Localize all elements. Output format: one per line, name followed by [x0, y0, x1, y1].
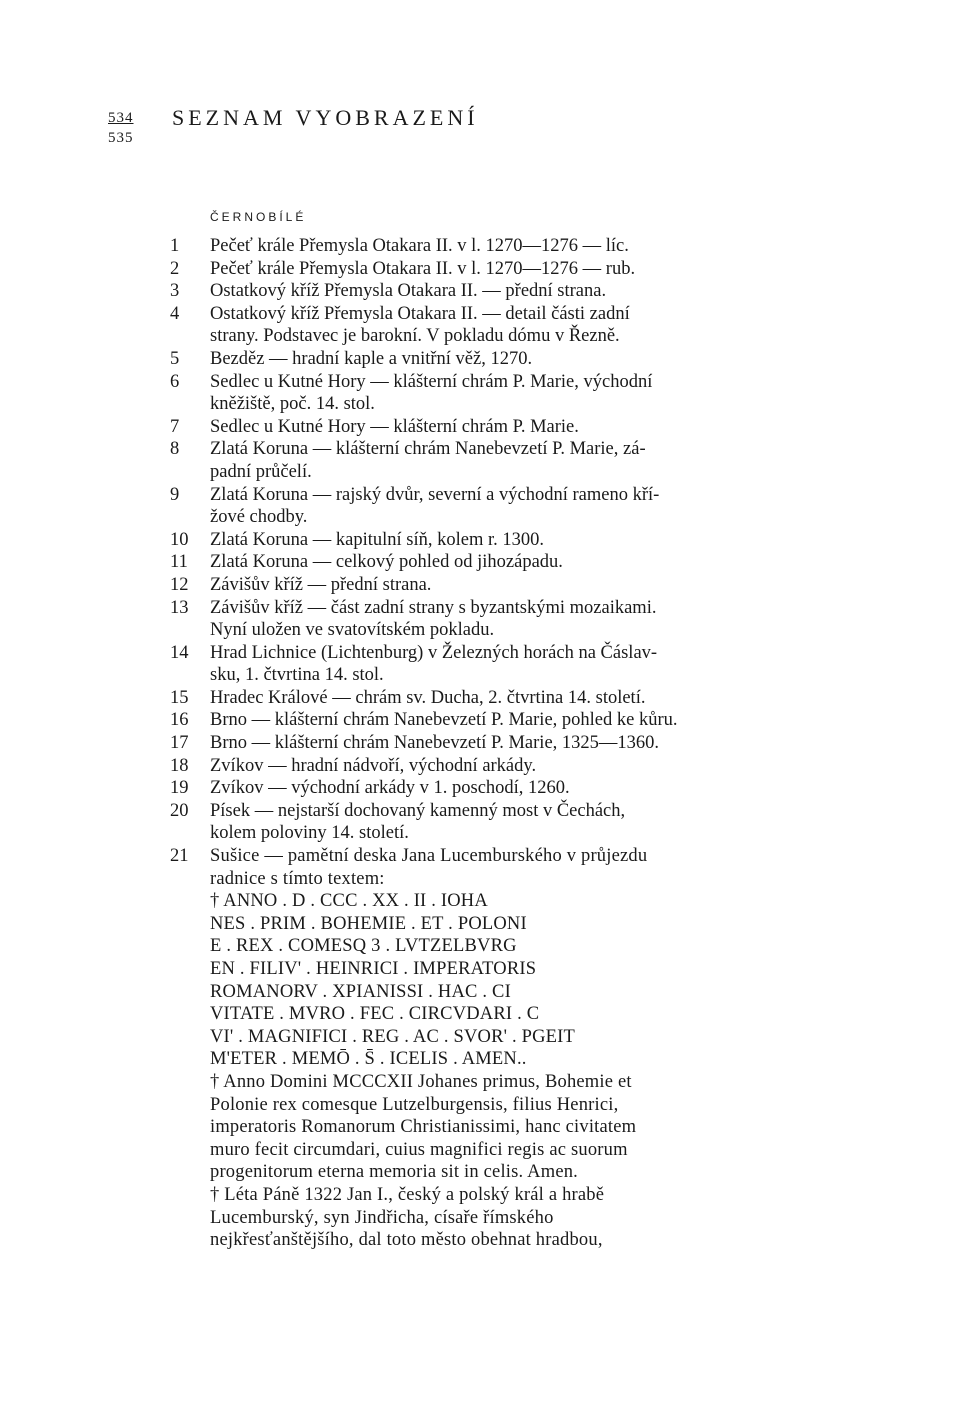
list-item [160, 687, 720, 710]
text-line: VI' . MAGNIFICI . REG . AC . SVOR' . PGEIT [210, 1026, 576, 1047]
text-line: NES . PRIM . BOHEMIE . ET . POLONI [210, 913, 527, 934]
list-item-text [210, 755, 720, 778]
list-item [160, 551, 720, 574]
list-item-number: 14 [170, 642, 189, 663]
list-item-text [210, 845, 720, 1252]
text-line: M'ETER . MEMŌ . S̄ . ICELIS . AMEN.. [210, 1049, 527, 1070]
text-line: Ostatkový kříž Přemysla Otakara II. — detail části zadní [210, 303, 630, 324]
list-item-number: 9 [170, 484, 180, 505]
section-label: ČERNOBÍLÉ [210, 210, 307, 224]
text-line: Písek — nejstarší dochovaný kamenný most v Čechách, [210, 800, 626, 821]
list-item-number: 5 [170, 348, 180, 369]
list-item-text [210, 709, 720, 732]
list-item-number: 13 [170, 597, 189, 618]
page-number-left: 534 [108, 110, 134, 126]
text-line: strany. Podstavec je barokní. V pokladu dómu v Řezně. [210, 326, 620, 347]
list-item-text [210, 687, 720, 710]
text-line: Hradec Králové — chrám sv. Ducha, 2. čtvrtina 14. století. [210, 687, 646, 708]
list-item-text [210, 371, 720, 416]
list-item [160, 755, 720, 778]
list-item-text [210, 777, 720, 800]
text-line: Zvíkov — východní arkády v 1. poschodí, 1260. [210, 778, 570, 799]
list-item [160, 348, 720, 371]
text-line: Polonie rex comesque Lutzelburgensis, filius Henrici, [210, 1094, 619, 1115]
text-line: Brno — klášterní chrám Nanebevzetí P. Marie, pohled ke kůru. [210, 710, 678, 731]
text-line: EN . FILIV' . HEINRICI . IMPERATORIS [210, 959, 537, 979]
text-line: † ANNO . D . CCC . XX . II . IOHA [210, 891, 488, 912]
list-item [160, 258, 720, 281]
list-item-number: 21 [170, 846, 189, 867]
page-numbers [108, 108, 134, 148]
list-item-text [210, 732, 720, 755]
list-item-number: 20 [170, 800, 189, 821]
list-item [160, 303, 720, 348]
list-item-number: 18 [170, 755, 189, 776]
text-line: Bezděz — hradní kaple a vnitřní věž, 1270. [210, 348, 533, 369]
list-item-number: 12 [170, 574, 189, 595]
list-item-number: 10 [170, 529, 189, 550]
list-item [160, 800, 720, 845]
list-item [160, 280, 720, 303]
illustration-list [160, 235, 720, 1252]
list-item [160, 371, 720, 416]
list-item-number: 1 [170, 236, 180, 256]
text-line: † Léta Páně 1322 Jan I., český a polský král a hrabě [210, 1184, 605, 1205]
list-item [160, 235, 720, 258]
text-line: Zvíkov — hradní nádvoří, východní arkády. [210, 755, 537, 776]
text-line: kolem poloviny 14. století. [210, 823, 409, 844]
text-line: Pečeť krále Přemysla Otakara II. v l. 1270—1276 — rub. [210, 258, 636, 279]
list-item-number: 2 [170, 258, 180, 279]
list-item [160, 529, 720, 552]
text-line: Zlatá Koruna — rajský dvůr, severní a východní rameno kří- [210, 484, 660, 505]
list-item-number: 19 [170, 778, 189, 799]
text-line: kněžiště, poč. 14. stol. [210, 394, 375, 415]
list-item-number: 15 [170, 687, 189, 708]
text-line: nejkřesťanštějšího, dal toto město obehnat hradbou, [210, 1230, 603, 1251]
text-line: Závišův kříž — přední strana. [210, 574, 432, 595]
text-line: žové chodby. [210, 507, 308, 528]
list-item [160, 574, 720, 597]
page-number-right: 535 [108, 130, 134, 146]
list-item-text [210, 303, 720, 348]
list-item-number: 4 [170, 303, 180, 324]
list-item-number: 8 [170, 439, 180, 460]
text-line: padní průčelí. [210, 461, 312, 482]
text-line: Ostatkový kříž Přemysla Otakara II. — přední strana. [210, 281, 607, 302]
list-item [160, 777, 720, 800]
text-line: Sedlec u Kutné Hory — klášterní chrám P. Marie. [210, 416, 579, 437]
list-item [160, 845, 720, 1252]
text-line: Brno — klášterní chrám Nanebevzetí P. Marie, 1325—1360. [210, 733, 660, 754]
running-head-title: SEZNAM VYOBRAZENÍ [172, 105, 479, 130]
list-item [160, 416, 720, 439]
list-item-number: 11 [170, 552, 188, 573]
list-item-text [210, 416, 720, 439]
list-item [160, 438, 720, 483]
text-line: muro fecit circumdari, cuius magnifici regis ac suorum [210, 1139, 628, 1160]
text-line: VITATE . MVRO . FEC . CIRCVDARI . C [210, 1004, 540, 1025]
list-item [160, 642, 720, 687]
list-item-number: 16 [170, 710, 189, 731]
list-item-number: 7 [170, 416, 180, 437]
list-item-text [210, 642, 720, 687]
text-line: Nyní uložen ve svatovítském pokladu. [210, 620, 495, 641]
list-item-number: 6 [170, 371, 180, 392]
list-item [160, 709, 720, 732]
list-item-text [210, 529, 720, 552]
text-line: Závišův kříž — část zadní strany s byzantskými mozaikami. [210, 597, 657, 618]
text-line: Lucemburský, syn Jindřicha, císaře římského [210, 1207, 554, 1228]
text-line: † Anno Domini MCCCXII Johanes primus, Bohemie et [210, 1071, 632, 1092]
text-line: Sušice — pamětní deska Jana Lucemburského v průjezdu [210, 846, 648, 867]
text-line: progenitorum eterna memoria sit in celis. Amen. [210, 1162, 578, 1183]
text-line: Sedlec u Kutné Hory — klášterní chrám P. Marie, východní [210, 371, 653, 392]
text-line: ROMANORV . XPIANISSI . HAC . CI [210, 981, 511, 1002]
list-item-text [210, 551, 720, 574]
list-item-text [210, 438, 720, 483]
text-line: Hrad Lichnice (Lichtenburg) v Železných horách na Čáslav- [210, 642, 658, 663]
text-line: E . REX . COMESQ 3 . LVTZELBVRG [210, 936, 517, 957]
text-line: sku, 1. čtvrtina 14. stol. [210, 665, 384, 686]
list-item-text [210, 800, 720, 845]
text-line: imperatoris Romanorum Christianissimi, hanc civitatem [210, 1117, 637, 1138]
text-line: radnice s tímto textem: [210, 868, 385, 889]
list-item-text [210, 235, 720, 258]
text-line: Zlatá Koruna — celkový pohled od jihozápadu. [210, 552, 563, 573]
text-line: Pečeť krále Přemysla Otakara II. v l. 1270—1276 — líc. [210, 236, 629, 256]
list-item-text [210, 574, 720, 597]
list-item-text [210, 348, 720, 371]
list-item-number: 3 [170, 281, 180, 302]
list-item-text [210, 597, 720, 642]
list-item-number: 17 [170, 733, 189, 754]
list-item-text [210, 484, 720, 529]
list-item [160, 484, 720, 529]
text-line: Zlatá Koruna — kapitulní síň, kolem r. 1300. [210, 529, 544, 550]
text-line: Zlatá Koruna — klášterní chrám Nanebevzetí P. Marie, zá- [210, 439, 646, 460]
list-item-text [210, 280, 720, 303]
list-item [160, 732, 720, 755]
list-item-text [210, 258, 720, 281]
list-item [160, 597, 720, 642]
